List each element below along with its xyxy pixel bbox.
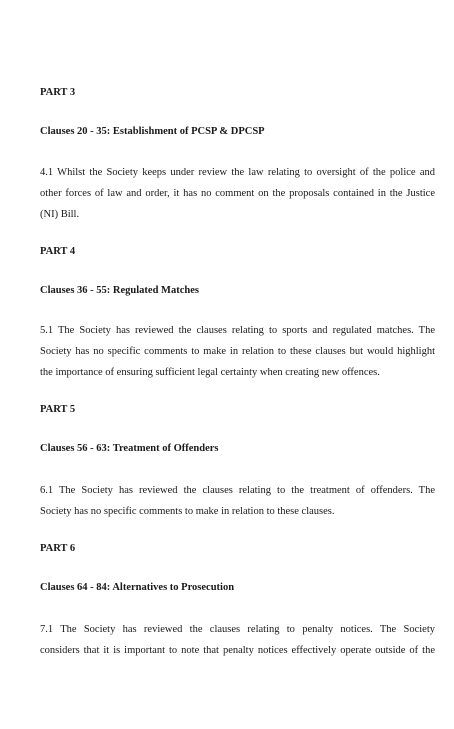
paragraph-line: Society has no specific comments to make in relation to these clauses. [40,506,335,517]
clauses-64-84-heading: Clauses 64 - 84: Alternatives to Prosecution [40,582,235,593]
paragraph-line: 5.1 The Society has reviewed the clauses relating to sports and regulated matches. The [40,325,435,336]
paragraph-line: 6.1 The Society has reviewed the clauses relating to the treatment of offenders. The [40,485,435,496]
paragraph-line: the importance of ensuring sufficient legal certainty when creating new offences. [40,367,380,378]
paragraph-line: considers that it is important to note that penalty notices effectively operate outside of the [40,645,435,656]
part-6-heading: PART 6 [40,543,76,554]
clauses-56-63-heading: Clauses 56 - 63: Treatment of Offenders [40,443,219,454]
paragraph-line: (NI) Bill. [40,209,80,220]
part-3-heading: PART 3 [40,87,76,98]
paragraph-line: other forces of law and order, it has no comment on the proposals contained in the Justice [40,188,435,199]
paragraph-4-1 [40,162,435,225]
part-5-heading: PART 5 [40,404,76,415]
clauses-20-35-heading: Clauses 20 - 35: Establishment of PCSP & DPCSP [40,126,265,137]
paragraph-line: Society has no specific comments to make in relation to these clauses but would highlight [40,346,435,357]
paragraph-line: 4.1 Whilst the Society keeps under review the law relating to oversight of the police and [40,167,435,178]
clauses-36-55-heading: Clauses 36 - 55: Regulated Matches [40,285,199,296]
paragraph-6-1 [40,480,435,522]
paragraph-line: 7.1 The Society has reviewed the clauses relating to penalty notices. The Society [40,624,435,635]
part-4-heading: PART 4 [40,246,76,257]
paragraph-7-1 [40,619,435,661]
paragraph-5-1 [40,320,435,383]
